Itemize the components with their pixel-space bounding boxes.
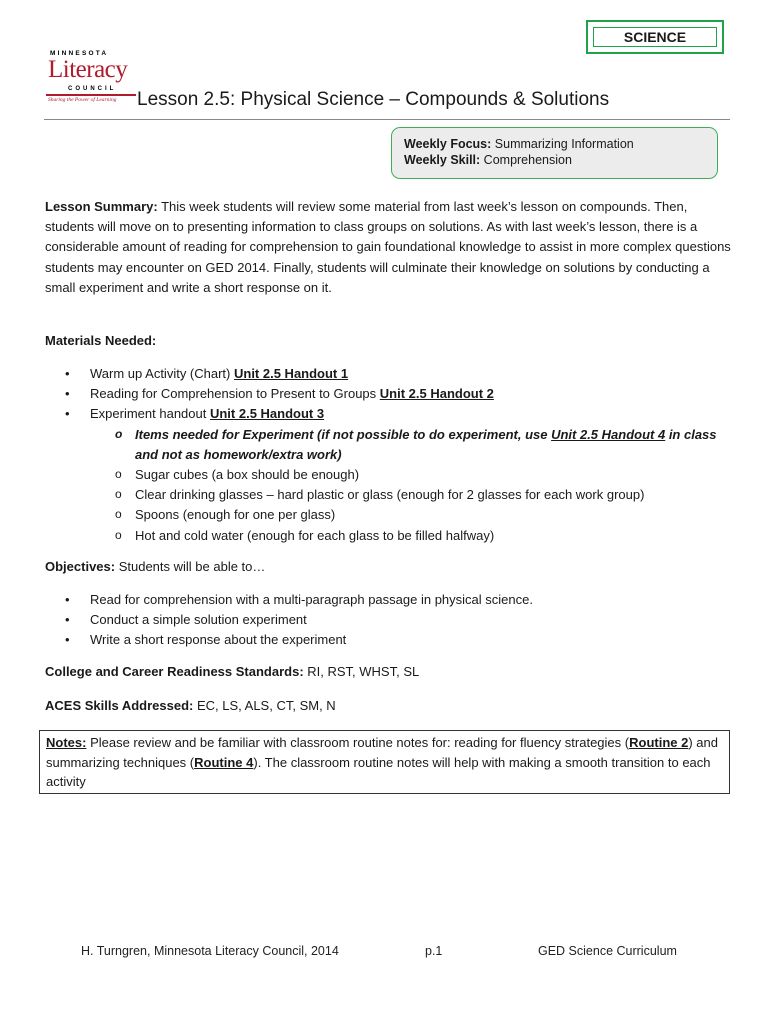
title-divider	[44, 119, 730, 120]
lesson-summary	[45, 197, 735, 298]
list-item: o Spoons (enough for one per glass)	[45, 505, 735, 525]
footer-curriculum: GED Science Curriculum	[538, 944, 677, 958]
subject-tag	[586, 20, 724, 54]
list-item: o Clear drinking glasses – hard plastic or glass (enough for 2 glasses for each work group)	[45, 485, 735, 505]
routine-link[interactable]: Routine 4	[194, 754, 254, 770]
objectives-list	[45, 590, 735, 651]
handout-link[interactable]: Unit 2.5 Handout 2	[379, 386, 494, 402]
logo-rule	[46, 94, 136, 96]
subject-tag-label: SCIENCE	[593, 27, 717, 47]
list-item: • Experiment handout Unit 2.5 Handout 3	[45, 404, 735, 424]
skill-label: Weekly Skill:	[404, 153, 481, 167]
routine-link[interactable]: Routine 2	[629, 735, 689, 750]
materials-heading: Materials Needed:	[45, 333, 157, 348]
focus-value: Summarizing Information	[491, 137, 634, 151]
notes-label: Notes:	[46, 735, 87, 750]
list-item: • Read for comprehension with a multi-paragraph passage in physical science.	[45, 590, 735, 610]
list-item: o Items needed for Experiment (if not possible to do experiment, use Unit 2.5 Handout 4 in class and not as homework/extra work)	[45, 425, 735, 465]
logo-top-text: MINNESOTA	[50, 50, 109, 57]
logo-sub-text: COUNCIL	[68, 86, 117, 92]
list-item: o Sugar cubes (a box should be enough)	[45, 465, 735, 485]
standards-line: College and Career Readiness Standards: RI, RST, WHST, SL	[45, 664, 420, 679]
page-title: Lesson 2.5: Physical Science – Compounds & Solutions	[137, 89, 610, 110]
focus-label: Weekly Focus:	[404, 137, 492, 151]
literacy-council-logo	[44, 50, 138, 110]
materials-list	[45, 364, 735, 546]
handout-link[interactable]: Unit 2.5 Handout 1	[233, 366, 349, 381]
logo-main-text: Literacy	[48, 56, 128, 83]
handout-link[interactable]: Unit 2.5 Handout 4	[551, 426, 666, 442]
skill-value: Comprehension	[480, 153, 572, 167]
list-item: • Warm up Activity (Chart) Unit 2.5 Handout 1	[45, 364, 735, 384]
summary-text: This week students will review some material from last week’s lesson on compounds. Then, students will move on to presenting information to class groups on solutions. As with last week’s lesson, there is a considerable amount of reading for comprehension to gain foundational knowledge to assist in more complex questions students may encounter on GED 2014. Finally, students will culminate their knowledge on solutions by conducting a small experiment and write a short response on it.	[45, 199, 731, 295]
weekly-focus-box	[391, 127, 718, 179]
list-item: o Hot and cold water (enough for each glass to be filled halfway)	[45, 526, 735, 546]
footer-author: H. Turngren, Minnesota Literacy Council, 2014	[81, 944, 339, 958]
list-item: • Write a short response about the experiment	[45, 630, 735, 650]
footer-page: p.1	[425, 944, 443, 958]
summary-label: Lesson Summary:	[45, 199, 158, 214]
handout-link[interactable]: Unit 2.5 Handout 3	[209, 406, 325, 422]
notes-box: Notes: Please review and be familiar with classroom routine notes for: reading for fluency strategies (Routine 2) and summarizing techniques (Routine 4). The classroom routine notes will help with making a smooth transition to each activity	[39, 730, 730, 794]
objectives-heading: Objectives: Students will be able to…	[45, 559, 266, 574]
aces-line: ACES Skills Addressed: EC, LS, ALS, CT, SM, N	[45, 698, 336, 713]
logo-tagline: Sharing the Power of Learning	[48, 97, 117, 103]
list-item: • Reading for Comprehension to Present to Groups Unit 2.5 Handout 2	[45, 384, 735, 404]
list-item: • Conduct a simple solution experiment	[45, 610, 735, 630]
